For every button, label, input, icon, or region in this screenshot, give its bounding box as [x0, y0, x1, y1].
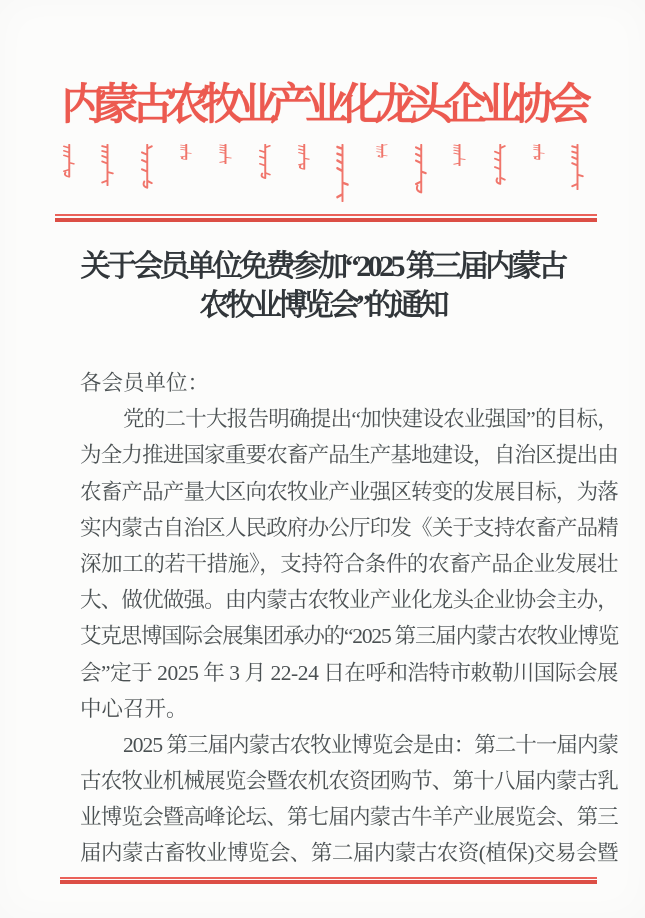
- footer-rule-thick: [60, 880, 597, 884]
- notice-body: [80, 365, 618, 872]
- mongolian-word: [492, 144, 507, 186]
- mongolian-word: [178, 144, 193, 160]
- mongolian-word: [452, 144, 467, 166]
- body-line: 农畜产品产量大区向农牧业产业强区转变的发展目标，为落: [80, 479, 618, 504]
- mongolian-word: [139, 144, 154, 190]
- mongolian-word: [257, 144, 272, 180]
- mongolian-word: [218, 144, 233, 164]
- mongolian-script: [61, 144, 585, 206]
- notice-title-line2: 农牧业博览会”的通知: [199, 289, 446, 322]
- header-rule: [55, 214, 597, 222]
- body-line: 艾克思博国际会展集团承办的“2025 第三届内蒙古农牧业博览: [80, 624, 618, 649]
- body-line: 大、做优做强。由内蒙古农牧业产业化龙头企业协会主办，: [80, 588, 618, 613]
- body-line: 深加工的若干措施》，支持符合条件的农畜产品企业发展壮: [80, 551, 618, 576]
- org-name: 内蒙古农牧业产业化龙头企业协会: [61, 82, 584, 129]
- body-line: 会”定于 2025 年 3 月 22-24 日在呼和浩特市敕勒川国际会展: [80, 660, 618, 685]
- mongolian-word: [570, 144, 585, 190]
- body-line: 2025 第三届内蒙古农牧业博览会是由：第二十一届内蒙: [123, 732, 618, 757]
- body-line: 中心召开。: [80, 696, 188, 721]
- notice-title: [0, 247, 645, 325]
- body-line: 业博览会暨高峰论坛、第七届内蒙古牛羊产业展览会、第三: [80, 805, 618, 830]
- salutation: 各会员单位：: [80, 371, 210, 395]
- body-line: 实内蒙古自治区人民政府办公厅印发《关于支持农畜产品精: [80, 515, 618, 540]
- letterhead: [0, 80, 645, 132]
- body-line: 为全力推进国家重要农畜产品生产基地建设，自治区提出由: [80, 443, 618, 468]
- mongolian-word: [374, 144, 389, 158]
- body-line: 党的二十大报告明确提出“加快建设农业强国”的目标，: [123, 407, 618, 432]
- body-line: 古农牧业机械展览会暨农机农资团购节、第十八届内蒙古乳: [80, 769, 618, 794]
- mongolian-word: [413, 144, 428, 194]
- mongolian-word: [61, 144, 76, 178]
- mongolian-word: [296, 144, 311, 170]
- notice-title-line1: 关于会员单位免费参加“2025 第三届内蒙古: [80, 250, 565, 283]
- mongolian-word: [531, 144, 546, 160]
- footer-rule: [60, 877, 597, 884]
- header-rule-thick: [55, 218, 597, 222]
- body-line: 届内蒙古畜牧业博览会、第二届内蒙古农资(植保)交易会暨: [80, 841, 618, 866]
- mongolian-word: [335, 144, 350, 202]
- mongolian-word: [100, 144, 115, 186]
